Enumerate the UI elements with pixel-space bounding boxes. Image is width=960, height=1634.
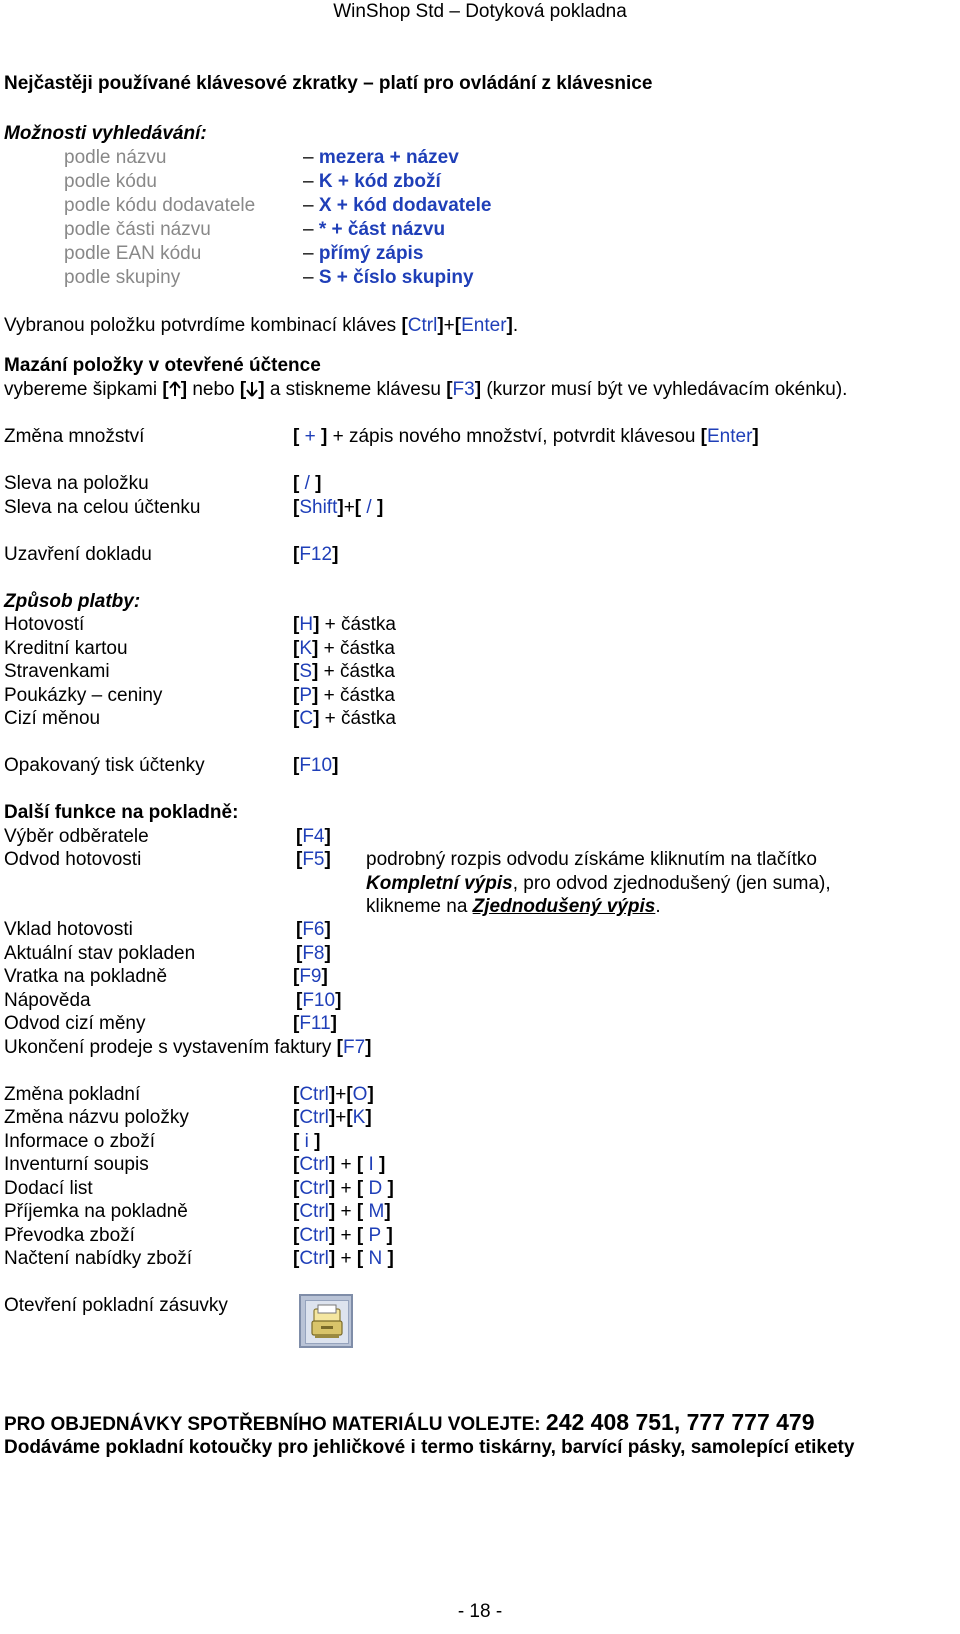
ctrl-label: Změna názvu položky [4,1107,189,1128]
search-option-label: podle kódu dodavatele [64,195,256,216]
cash-out-note-line3: klikneme na Zjednodušený výpis. [366,896,661,917]
delete-title: Mazání položky v otevřené účtence [4,355,321,376]
search-option-value: – přímý zápis [303,243,424,264]
page-number: - 18 - [457,1601,503,1622]
function-shortcut: [F11] [293,1013,337,1034]
function-shortcut: [F6] [296,919,331,940]
ctrl-shortcut: [Ctrl] + [ I ] [293,1154,386,1175]
payment-shortcut: [K] + částka [293,638,395,659]
info-shortcut: [ i ] [293,1131,321,1152]
search-option-label: podle názvu [64,147,167,168]
order-line: PRO OBJEDNÁVKY SPOTŘEBNÍHO MATERIÁLU VOLEJTE: 242 408 751, 777 777 479 [4,1409,815,1435]
ctrl-shortcut: [Ctrl] + [ M] [293,1201,391,1222]
ctrl-shortcut: [Ctrl] + [ N ] [293,1248,394,1269]
close-doc-shortcut: [F12] [293,544,339,565]
page-header-title: WinShop Std – Dotyková pokladna [333,1,627,22]
function-label: Nápověda [4,990,91,1011]
search-option-value: – K + kód zboží [303,171,441,192]
search-option-value: – * + část názvu [303,219,446,240]
search-option-value: – S + číslo skupiny [303,267,474,288]
supply-line: Dodáváme pokladní kotoučky pro jehličkové i termo tiskárny, barvící pásky, samolepící etikety [4,1437,855,1458]
search-option-label: podle EAN kódu [64,243,202,264]
function-label: Vratka na pokladně [4,966,168,987]
qty-shortcut: [ + ] + zápis nového množství, potvrdit klávesou [Enter] [293,426,759,447]
qty-label: Změna množství [4,426,145,447]
invoice-line: Ukončení prodeje s vystavením faktury [F7] [4,1037,372,1058]
confirm-line: Vybranou položku potvrdíme kombinací kláves [Ctrl]+[Enter]. [4,315,519,336]
discount-item-label: Sleva na položku [4,473,149,494]
ctrl-label: Načtení nabídky zboží [4,1248,192,1269]
ctrl-label: Dodací list [4,1178,93,1199]
function-shortcut: [F5] [296,849,331,870]
payment-label: Cizí měnou [4,708,101,729]
discount-all-shortcut: [Shift]+[ / ] [293,497,384,518]
ctrl-label: Převodka zboží [4,1225,135,1246]
main-heading: Nejčastěji používané klávesové zkratky – platí pro ovládání z klávesnice [4,73,653,94]
function-label: Odvod hotovosti [4,849,142,870]
ctrl-shortcut: [Ctrl]+[O] [293,1084,374,1105]
cash-drawer-icon [305,1300,349,1344]
payment-label: Kreditní kartou [4,638,128,659]
reprint-label: Opakovaný tisk účtenky [4,755,205,776]
info-label: Informace o zboží [4,1131,156,1152]
arrow-up-icon [169,381,181,397]
payment-shortcut: [P] + částka [293,685,395,706]
function-shortcut: [F8] [296,943,331,964]
cash-out-note-line2: Kompletní výpis, pro odvod zjednodušený (jen suma), [366,873,831,894]
payment-shortcut: [H] + částka [293,614,396,635]
payment-label: Stravenkami [4,661,110,682]
search-option-value: – X + kód dodavatele [303,195,492,216]
open-drawer-button[interactable] [299,1294,353,1348]
payment-title: Způsob platby: [4,591,141,612]
payment-label: Hotovostí [4,614,85,635]
close-doc-label: Uzavření dokladu [4,544,152,565]
payment-shortcut: [C] + částka [293,708,396,729]
function-label: Výběr odběratele [4,826,149,847]
cash-out-note-line1: podrobný rozpis odvodu získáme kliknutím na tlačítko [366,849,817,870]
drawer-label: Otevření pokladní zásuvky [4,1295,228,1316]
payment-shortcut: [S] + částka [293,661,395,682]
function-label: Vklad hotovosti [4,919,133,940]
discount-item-shortcut: [ / ] [293,473,322,494]
search-option-label: podle kódu [64,171,157,192]
function-label: Aktuální stav pokladen [4,943,196,964]
ctrl-label: Inventurní soupis [4,1154,149,1175]
ctrl-shortcut: [Ctrl] + [ D ] [293,1178,394,1199]
search-option-value: – mezera + název [303,147,459,168]
search-option-label: podle části názvu [64,219,211,240]
reprint-shortcut: [F10] [293,755,339,776]
arrow-down-icon [246,381,258,397]
ctrl-shortcut: [Ctrl]+[K] [293,1107,372,1128]
ctrl-label: Změna pokladní [4,1084,141,1105]
ctrl-shortcut: [Ctrl] + [ P ] [293,1225,393,1246]
discount-all-label: Sleva na celou účtenku [4,497,201,518]
delete-line: vybereme šipkami [ ] nebo [ ] a stiskneme klávesu [F3] (kurzor musí být ve vyhledávacím okénku). [4,379,848,400]
function-shortcut: [F4] [296,826,331,847]
function-shortcut: [F9] [293,966,328,987]
search-options-title: Možnosti vyhledávání: [4,123,207,144]
ctrl-label: Příjemka na pokladně [4,1201,188,1222]
payment-label: Poukázky – ceniny [4,685,163,706]
function-label: Odvod cizí měny [4,1013,146,1034]
more-functions-title: Další funkce na pokladně: [4,802,239,823]
function-shortcut: [F10] [296,990,342,1011]
search-option-label: podle skupiny [64,267,181,288]
